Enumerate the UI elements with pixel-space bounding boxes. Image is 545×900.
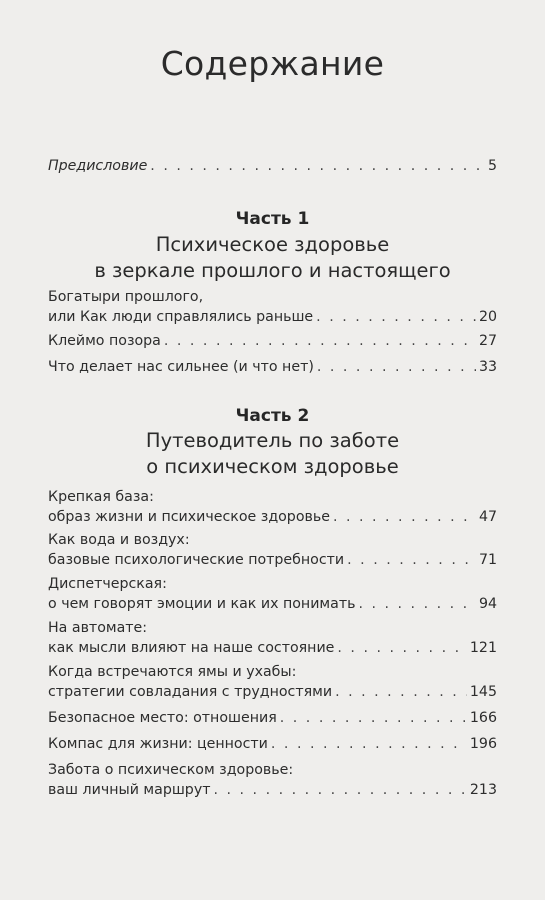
dot-leader [271,734,467,754]
dot-leader [358,594,475,614]
toc-entry-title-line: На автомате: [48,620,148,636]
toc-entry-title-line: Как вода и воздух: [48,532,190,548]
part-2-title [0,428,545,480]
toc-entry[interactable] [48,331,497,351]
part-2-number: Часть 2 [235,406,310,426]
part-title-line: Путеводитель по заботе [145,429,400,452]
toc-entry-title-line: Безопасное место: отношения [48,710,277,726]
toc-entry-preface[interactable] [48,156,497,176]
toc-entry[interactable] [48,618,497,658]
toc-entry-title-line: Богатыри прошлого, [48,289,204,305]
dot-leader [316,307,476,327]
toc-page-number: 121 [469,640,497,656]
toc-page-number: 5 [487,158,497,174]
dot-leader [164,331,476,351]
toc-entry-title-line: Клеймо позора [48,333,161,349]
page-title: Содержание [160,44,385,83]
toc-entry-title-line: Когда встречаются ямы и ухабы: [48,664,297,680]
dot-leader [333,507,476,527]
toc-page-number: 213 [469,782,497,798]
toc-entry-title-line: базовые психологические потребности [48,552,345,568]
toc-page-number: 145 [469,684,497,700]
toc-entry[interactable] [48,287,497,327]
toc-entry-title-line: Диспетчерская: [48,576,167,592]
dot-leader [150,156,485,176]
toc-entry-title-line: ваш личный маршрут [48,782,211,798]
toc-entry[interactable] [48,574,497,614]
dot-leader [213,780,466,800]
toc-entry-title-line: Компас для жизни: ценности [48,736,268,752]
toc-entry-title-line: образ жизни и психическое здоровье [48,509,330,525]
part-title-line: Психическое здоровье [155,233,390,256]
toc-entry[interactable] [48,487,497,527]
dot-leader [280,708,467,728]
toc-entry-title-line: Крепкая база: [48,489,154,505]
toc-page-number: 94 [478,596,497,612]
toc-page-number: 166 [469,710,497,726]
toc-entry-title-line: о чем говорят эмоции и как их понимать [48,596,356,612]
toc-page-number: 71 [478,552,497,568]
dot-leader [337,638,467,658]
toc-page-number: 33 [478,359,497,375]
toc-page-number: 47 [478,509,497,525]
toc-entry-title-line: как мысли влияют на наше состояние [48,640,335,656]
toc-entry-title-line: стратегии совладания с трудностями [48,684,333,700]
toc-entry-title-line: или Как люди справлялись раньше [48,309,314,325]
part-title-line: в зеркале прошлого и настоящего [94,259,451,282]
toc-entry[interactable] [48,708,497,728]
toc-entry-title: Предисловие [48,158,148,174]
part-title-line: о психическом здоровье [146,455,399,478]
dot-leader [347,550,476,570]
part-1-number: Часть 1 [235,209,310,229]
toc-entry[interactable] [48,760,497,800]
toc-page-number: 20 [478,309,497,325]
dot-leader [317,357,476,377]
part-1-title [0,232,545,284]
toc-entry[interactable] [48,357,497,377]
toc-entry-title-line: Забота о психическом здоровье: [48,762,294,778]
toc-page-number: 196 [469,736,497,752]
toc-entry[interactable] [48,662,497,702]
toc-entry-title-line: Что делает нас сильнее (и что нет) [48,359,314,375]
toc-entry[interactable] [48,530,497,570]
dot-leader [335,682,467,702]
toc-page-number: 27 [478,333,497,349]
toc-entry[interactable] [48,734,497,754]
